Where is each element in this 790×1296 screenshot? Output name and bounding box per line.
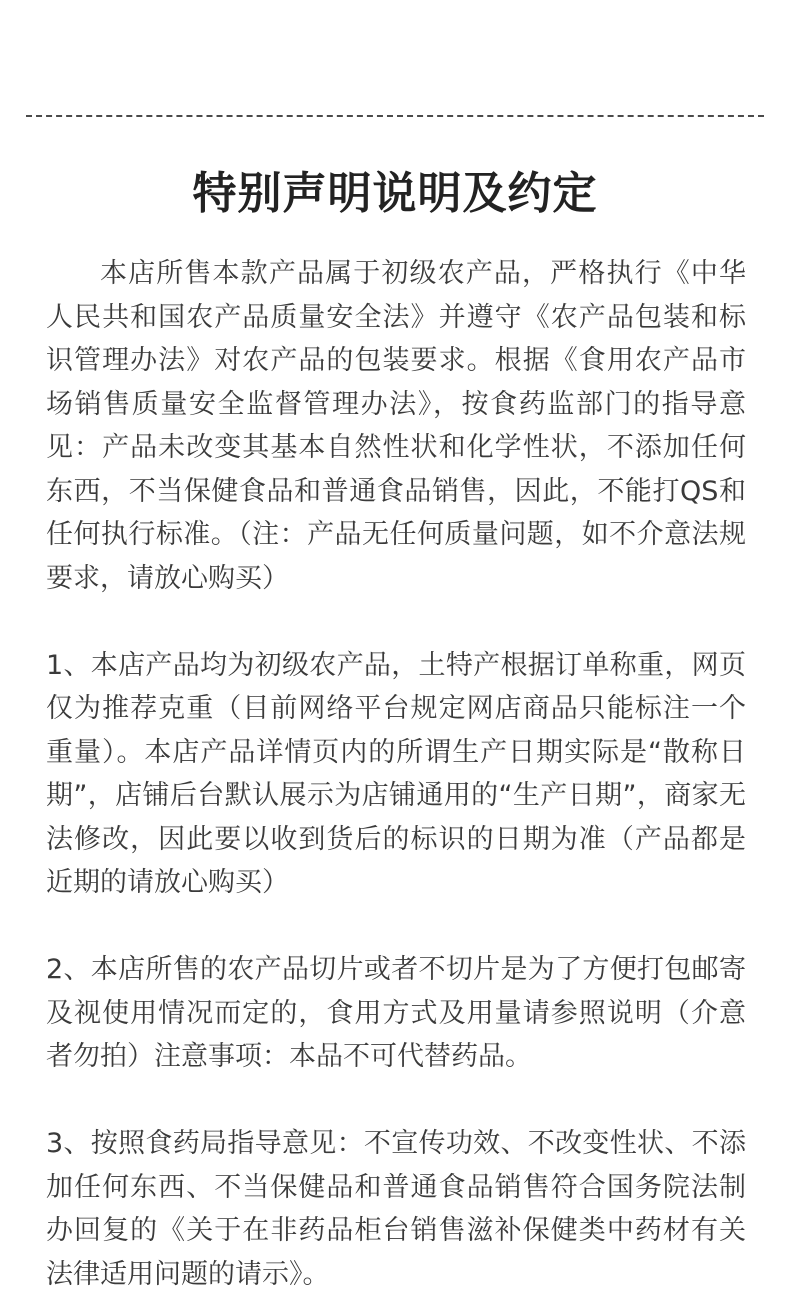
- declaration-body: [46, 252, 746, 1296]
- page-title: 特别声明说明及约定: [192, 168, 598, 219]
- intro-paragraph: 本店所售本款产品属于初级农产品，严格执行《中华人民共和国农产品质量安全法》并遵守《农产品包装和标识管理办法》对农产品的包装要求。根据《食用农产品市场销售质量安全监督管理办法》，按食药监部门的指导意见：产品未改变其基本自然性状和化学性状，不添加任何东西，不当保健食品和普通食品销售，因此，不能打QS和任何执行标准。（注：产品无任何质量问题，如不介意法规要求，请放心购买）: [46, 258, 746, 594]
- dashed-divider: [26, 115, 764, 117]
- clause-2: 2、本店所售的农产品切片或者不切片是为了方便打包邮寄及视使用情况而定的，食用方式及用量请参照说明（介意者勿拍）注意事项：本品不可代替药品。: [46, 954, 746, 1072]
- clause-1: 1、本店产品均为初级农产品，土特产根据订单称重，网页仅为推荐克重（目前网络平台规定网店商品只能标注一个重量）。本店产品详情页内的所谓生产日期实际是“散称日期”，店铺后台默认展示为店铺通用的“生产日期”，商家无法修改，因此要以收到货后的标识的日期为准（产品都是近期的请放心购买）: [46, 649, 746, 898]
- clause-3: 3、按照食药局指导意见：不宣传功效、不改变性状、不添加任何东西、不当保健品和普通食品销售符合国务院法制办回复的《关于在非药品柜台销售滋补保健类中药材有关法律适用问题的请示》。: [46, 1128, 746, 1290]
